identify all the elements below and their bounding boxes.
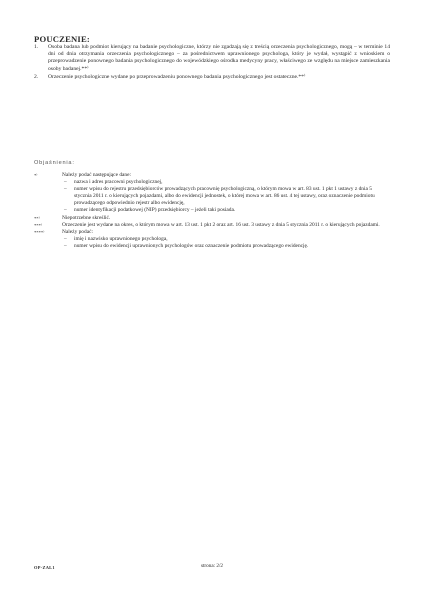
instructions-heading: POUCZENIE:	[34, 34, 90, 44]
dash-bullet: –	[64, 186, 67, 193]
dash-bullet: –	[64, 235, 67, 242]
note-subitem-text: numer identyfikacji podatkowej (NIP) przedsiębiorcy – jeżeli taki posiada.	[74, 207, 236, 214]
note-subitem	[62, 243, 390, 250]
note-subitem	[62, 179, 390, 186]
dash-bullet: –	[64, 242, 67, 249]
note-mark: *⁾	[34, 173, 38, 178]
dash-bullet: –	[64, 179, 67, 186]
instructions-list	[34, 44, 390, 82]
note-text: Niepotrzebne skreślić.	[62, 214, 111, 221]
note-subitem-text: nazwa i adres pracowni psychologicznej,	[74, 179, 163, 186]
note-text: Należy podać następujące dane:	[62, 172, 131, 178]
instruction-number: 2.	[34, 73, 39, 80]
instruction-number: 1.	[34, 44, 39, 50]
note-subitem	[62, 186, 390, 207]
note-mark: ****⁾	[34, 229, 45, 235]
note-double-asterisk	[34, 215, 390, 222]
note-subitem	[62, 236, 390, 243]
page-number: strona: 2/2	[200, 563, 224, 569]
note-subitem-text: numer wpisu do ewidencji uprawnionych psychologów oraz oznaczenie podmiotu prowadzącego ewidencję.	[74, 242, 309, 249]
note-single-asterisk	[34, 172, 390, 215]
explanations-list	[34, 172, 390, 250]
dash-bullet: –	[64, 207, 67, 214]
note-text: Orzeczenie jest wydane na okres, o którym mowa w art. 13 ust. 1 pkt 2 oraz art. 16 ust. 3 ustawy z dnia 5 stycznia 2011 r. o kierujących pojazdami.	[62, 221, 380, 228]
explanations-heading: Objaśnienia:	[34, 160, 75, 166]
note-subitem-text: numer wpisu do rejestru przedsiębiorców prowadzących pracownię psychologiczną, o którym mowa w art. 83 ust. 1 pkt 1 ustawy z dnia 5 stycznia 2011 r. o kierujących pojazdami, albo do ewidencji jednostek, o której mowa w art. 86 ust. 4 tej ustawy, oraz oznaczenie podmiotu prowadzącego odpowiednio rejestr albo ewidencję,	[74, 186, 375, 207]
instruction-item	[34, 44, 390, 73]
note-subitem	[62, 207, 390, 214]
note-quadruple-asterisk	[34, 229, 390, 250]
note-text: Należy podać:	[62, 228, 93, 235]
note-mark: **⁾	[34, 215, 40, 221]
instruction-text: Osoba badana lub podmiot kierujący na badanie psychologiczne, którzy nie zgadzają się z treścią orzeczenia psychologicznego, mogą – w terminie 14 dni od dnia otrzymania orzeczenia psychologicznego – za pośrednictwem uprawnionego psychologa, który je wydał, wystąpić z wnioskiem o przeprowadzenie ponownego badania psychologicznego do wojewódzkiego ośrodka medycyny pracy, właściwego ze względu na miejsce zamieszkania osoby badanej.**⁾	[48, 44, 390, 72]
note-mark: ***⁾	[34, 222, 43, 228]
note-subitem-text: imię i nazwisko uprawnionego psychologa,	[74, 235, 168, 242]
instruction-text: Orzeczenie psychologiczne wydane po przeprowadzeniu ponownego badania psychologicznego jest ostateczne.**⁾	[48, 73, 306, 80]
instruction-item	[34, 74, 390, 81]
form-code: OP-ZAL1	[34, 565, 55, 570]
note-triple-asterisk	[34, 222, 390, 229]
